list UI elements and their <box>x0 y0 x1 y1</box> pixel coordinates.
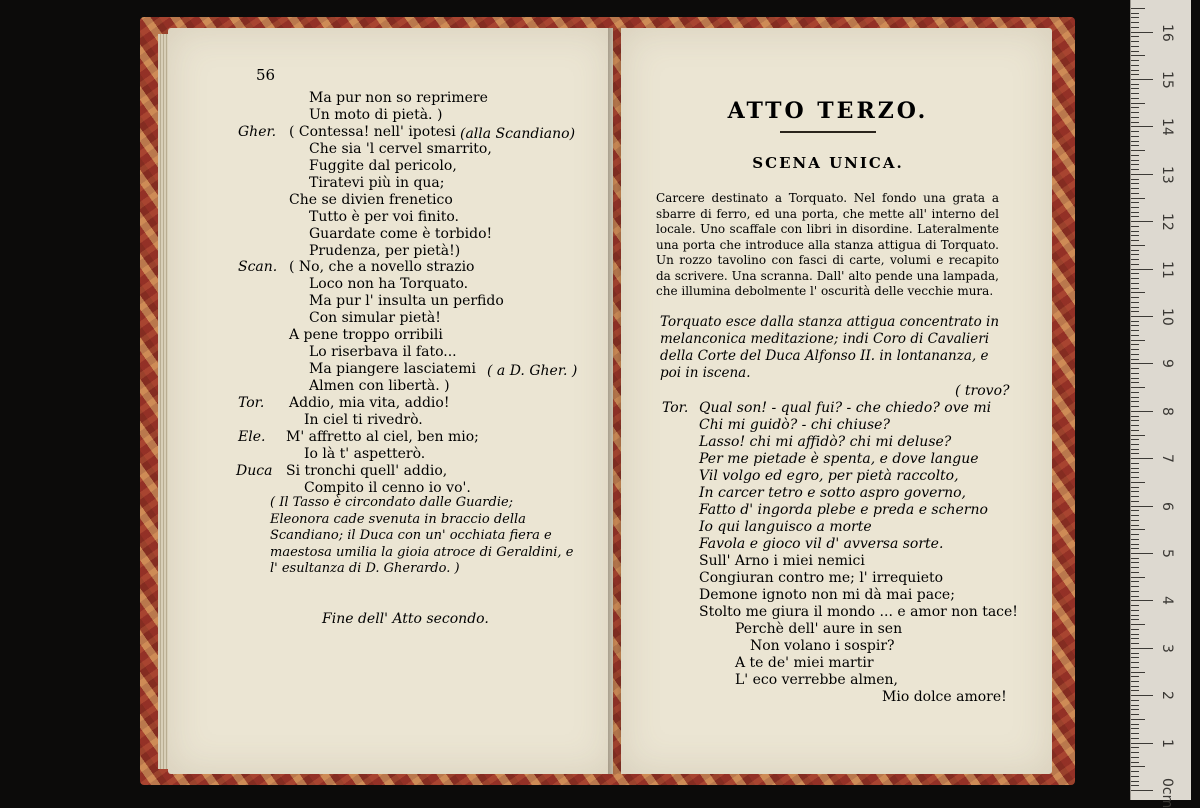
ruler-tick <box>1131 596 1139 597</box>
ruler-tick <box>1131 695 1153 696</box>
ruler-tick <box>1131 70 1139 71</box>
ruler-tick <box>1131 254 1139 255</box>
ruler-tick <box>1131 667 1139 668</box>
speaker-label: Scan. <box>238 259 278 275</box>
ruler-tick <box>1131 373 1139 374</box>
ruler-tick <box>1131 84 1139 85</box>
ruler-tick <box>1131 676 1139 677</box>
ruler-tick <box>1131 700 1139 701</box>
ruler-label: 1 <box>1159 738 1175 748</box>
ruler-tick <box>1131 581 1139 582</box>
ruler-label: 11 <box>1159 260 1175 279</box>
ruler-tick <box>1131 619 1139 620</box>
verse-line: Addio, mia vita, addio! <box>289 395 450 411</box>
verse-line: Lasso! chi mi affidò? chi mi deluse? <box>699 434 952 450</box>
verse-line: Loco non ha Torquato. <box>309 276 469 292</box>
ruler-tick <box>1131 577 1145 578</box>
entrance-direction: Torquato esce dalla stanza attigua concentrato in melanconica meditazione; indi Coro di Cavalieri della Corte del Duca Alfonso II. in lontananza, e poi in iscena. <box>660 314 1000 381</box>
ruler-label: 5 <box>1159 549 1175 558</box>
ruler-tick <box>1131 672 1145 673</box>
ruler-tick <box>1131 150 1145 151</box>
ruler-tick <box>1131 553 1153 554</box>
verse-line: Ma piangere lasciatemi <box>309 361 476 377</box>
ruler-tick <box>1131 738 1139 739</box>
ruler-tick <box>1131 164 1139 165</box>
ruler-tick <box>1131 22 1139 23</box>
act-ending: Fine dell' Atto secondo. <box>322 611 489 627</box>
verse-line: Lo riserbava il fato... <box>309 344 457 360</box>
ruler-tick <box>1131 420 1139 421</box>
ruler-tick <box>1131 98 1139 99</box>
ruler-tick <box>1131 216 1139 217</box>
ruler-tick <box>1131 36 1139 37</box>
speaker-label: Ele. <box>238 429 266 445</box>
ruler-tick <box>1131 605 1139 606</box>
ruler-tick <box>1131 387 1145 388</box>
ruler-label: 4 <box>1159 596 1175 606</box>
ruler-tick <box>1131 681 1139 682</box>
act-title: ATTO TERZO. <box>727 98 929 124</box>
ruler-tick <box>1131 240 1139 241</box>
verse-line: A pene troppo orribili <box>289 327 443 343</box>
ruler-tick <box>1131 193 1139 194</box>
ruler-tick <box>1131 705 1139 706</box>
ruler-tick <box>1131 378 1139 379</box>
verse-line: Con simular pietà! <box>309 310 441 326</box>
ruler-tick <box>1131 273 1139 274</box>
speaker-label: Tor. <box>238 395 265 411</box>
verse-line: Favola e gioco vil d' avversa sorte. <box>699 536 944 552</box>
ruler-tick <box>1131 65 1139 66</box>
verse-line: Che sia 'l cervel smarrito, <box>309 141 492 157</box>
verse-line: Ma pur non so reprimere <box>309 90 488 106</box>
ruler-tick <box>1131 235 1139 236</box>
scene-setting: Carcere destinato a Torquato. Nel fondo una grata a sbarre di ferro, ed una porta, che mette all' interno del locale. Uno scaffale con libri in disordine. Lateralmente una porta che introduce alla stanza attigua di Torquato. Un rozzo tavolino con fasci di carte, volumi e recapito da scrivere. Una scranna. Dall' alto pende una lampada, che illumina debolmente l' oscurità delle vecchie mura. <box>656 191 999 298</box>
ruler-tick <box>1131 430 1139 431</box>
ruler-tick <box>1131 425 1139 426</box>
ruler-tick <box>1131 363 1153 364</box>
ruler-tick <box>1131 41 1139 42</box>
song-line: L' eco verrebbe almen, <box>735 672 898 688</box>
verse-line: Guardate come è torbido! <box>309 226 493 242</box>
ruler-tick <box>1131 401 1139 402</box>
ruler-tick <box>1131 586 1139 587</box>
ruler-tick <box>1131 107 1139 108</box>
ruler-tick <box>1131 435 1145 436</box>
ruler-tick <box>1131 686 1139 687</box>
verse-line: Demone ignoto non mi dà mai pace; <box>699 587 955 603</box>
ruler-tick <box>1131 60 1139 61</box>
ruler-tick <box>1131 8 1145 9</box>
ruler-label: 16 <box>1159 23 1175 42</box>
ruler-tick <box>1131 444 1139 445</box>
closing-line: Mio dolce amore! <box>882 689 1007 705</box>
ruler-tick <box>1131 743 1153 744</box>
ruler-tick <box>1131 136 1139 137</box>
verse-line: M' affretto al ciel, ben mio; <box>286 429 479 445</box>
ruler-tick <box>1131 269 1153 270</box>
ruler-tick <box>1131 591 1139 592</box>
ruler-tick <box>1131 520 1139 521</box>
ruler-label: 7 <box>1159 454 1175 464</box>
ruler-tick <box>1131 359 1139 360</box>
ruler-tick <box>1131 781 1139 782</box>
ruler-tick <box>1131 771 1139 772</box>
ruler-tick <box>1131 472 1139 473</box>
ruler-tick <box>1131 325 1139 326</box>
ruler-label: 14 <box>1159 118 1175 137</box>
ruler-tick <box>1131 226 1139 227</box>
ruler-tick <box>1131 615 1139 616</box>
ruler-tick <box>1131 558 1139 559</box>
speaker-label: Gher. <box>238 124 277 140</box>
verse-line: Fuggite dal pericolo, <box>309 158 457 174</box>
verse-line: Qual son! - qual fui? - che chiedo? ove mi <box>699 400 992 416</box>
ruler-tick <box>1131 463 1139 464</box>
ruler-tick <box>1131 307 1139 308</box>
ruler-tick <box>1131 487 1139 488</box>
ruler-tick <box>1131 141 1139 142</box>
ruler-tick <box>1131 477 1139 478</box>
ruler-tick <box>1131 752 1139 753</box>
verse-line: ( Contessa! nell' ipotesi <box>289 124 456 140</box>
ruler-tick <box>1131 482 1145 483</box>
ruler-tick <box>1131 79 1153 80</box>
ruler-tick <box>1131 790 1153 791</box>
ruler-label: 6 <box>1159 501 1175 511</box>
ruler-tick <box>1131 515 1139 516</box>
ruler-tick <box>1131 74 1139 75</box>
verse-line: In ciel ti rivedrò. <box>304 412 423 428</box>
ruler-tick <box>1131 321 1139 322</box>
verse-line: Tiratevi più in qua; <box>309 175 445 191</box>
ruler-tick <box>1131 392 1139 393</box>
title-rule <box>780 131 876 133</box>
ruler-tick <box>1131 368 1139 369</box>
ruler-tick <box>1131 624 1145 625</box>
ruler-tick <box>1131 728 1139 729</box>
aside: (alla Scandiano) <box>460 126 576 142</box>
ruler-tick <box>1131 709 1139 710</box>
ruler-tick <box>1131 724 1139 725</box>
song-line: Perchè dell' aure in sen <box>735 621 903 637</box>
ruler-tick <box>1131 32 1153 33</box>
ruler-label: 9 <box>1159 359 1175 369</box>
ruler-tick <box>1131 600 1153 601</box>
ruler-tick <box>1131 714 1139 715</box>
ruler-label: 0cm <box>1159 778 1175 808</box>
ruler-label: 15 <box>1159 71 1175 89</box>
ruler-tick <box>1131 51 1139 52</box>
ruler-tick <box>1131 183 1139 184</box>
ruler-tick <box>1131 174 1153 175</box>
ruler-tick <box>1131 202 1139 203</box>
ruler-tick <box>1131 510 1139 511</box>
ruler-tick <box>1131 17 1139 18</box>
ruler-label: 3 <box>1159 643 1175 653</box>
ruler-tick <box>1131 453 1139 454</box>
ruler-tick <box>1131 458 1153 459</box>
ruler-label: 10 <box>1159 308 1175 326</box>
ruler-tick <box>1131 55 1145 56</box>
ruler-tick <box>1131 501 1139 502</box>
ruler-tick <box>1131 112 1139 113</box>
aside: ( trovo? <box>955 383 1010 399</box>
page-number: 56 <box>256 66 276 84</box>
ruler-tick <box>1131 292 1145 293</box>
ruler-tick <box>1131 131 1139 132</box>
verse-line: Compito il cenno io vo'. <box>304 480 471 496</box>
ruler-tick <box>1131 179 1139 180</box>
ruler-tick <box>1131 638 1139 639</box>
verse-line: Sull' Arno i miei nemici <box>699 553 865 569</box>
ruler-tick <box>1131 103 1145 104</box>
ruler-tick <box>1131 302 1139 303</box>
ruler-tick <box>1131 643 1139 644</box>
ruler-tick <box>1131 169 1139 170</box>
ruler-tick <box>1131 491 1139 492</box>
ruler-tick <box>1131 155 1139 156</box>
ruler-tick <box>1131 264 1139 265</box>
ruler-tick <box>1131 250 1139 251</box>
ruler-tick <box>1131 657 1139 658</box>
ruler-tick <box>1131 335 1139 336</box>
measurement-ruler <box>1130 0 1191 808</box>
ruler-tick <box>1131 544 1139 545</box>
ruler-tick <box>1131 316 1153 317</box>
verse-line: Prudenza, per pietà!) <box>309 243 461 259</box>
verse-line: Un moto di pietà. ) <box>309 107 443 123</box>
ruler-tick <box>1131 610 1139 611</box>
ruler-tick <box>1131 198 1145 199</box>
ruler-tick <box>1131 93 1139 94</box>
ruler-tick <box>1131 283 1139 284</box>
ruler-tick <box>1131 278 1139 279</box>
ruler-tick <box>1131 311 1139 312</box>
song-line: A te de' miei martir <box>735 655 874 671</box>
ruler-tick <box>1131 496 1139 497</box>
ruler-tick <box>1131 207 1139 208</box>
ruler-tick <box>1131 762 1139 763</box>
ruler-label: 8 <box>1159 406 1175 416</box>
ruler-tick <box>1131 648 1153 649</box>
ruler-tick <box>1131 733 1139 734</box>
ruler-tick <box>1131 297 1139 298</box>
ruler-label: 13 <box>1159 165 1175 184</box>
ruler-tick <box>1131 212 1139 213</box>
ruler-tick <box>1131 411 1153 412</box>
ruler-tick <box>1131 382 1139 383</box>
verse-line: Io là t' aspetterò. <box>304 446 426 462</box>
ruler-tick <box>1131 88 1139 89</box>
ruler-tick <box>1131 719 1145 720</box>
speaker-label: Tor. <box>662 400 689 416</box>
ruler-tick <box>1131 449 1139 450</box>
ruler-tick <box>1131 288 1139 289</box>
ruler-tick <box>1131 259 1139 260</box>
ruler-tick <box>1131 188 1139 189</box>
ruler-tick <box>1131 653 1139 654</box>
verse-line: Io qui languisco a morte <box>699 519 872 535</box>
ruler-tick <box>1131 634 1139 635</box>
ruler-tick <box>1131 747 1139 748</box>
ruler-tick <box>1131 160 1139 161</box>
ruler-tick <box>1131 397 1139 398</box>
ruler-tick <box>1131 349 1139 350</box>
ruler-tick <box>1131 406 1139 407</box>
ruler-tick <box>1131 126 1153 127</box>
ruler-tick <box>1131 122 1139 123</box>
ruler-tick <box>1131 539 1139 540</box>
verse-line: Congiuran contro me; l' irrequieto <box>699 570 944 586</box>
verse-line: Stolto me giura il mondo ... e amor non tace! <box>699 604 1018 620</box>
ruler-tick <box>1131 245 1145 246</box>
ruler-tick <box>1131 766 1145 767</box>
song-line: Non volano i sospir? <box>750 638 895 654</box>
aside: ( a D. Gher. ) <box>487 363 578 379</box>
ruler-tick <box>1131 439 1139 440</box>
ruler-tick <box>1131 330 1139 331</box>
ruler-tick <box>1131 344 1139 345</box>
ruler-tick <box>1131 468 1139 469</box>
ruler-tick <box>1131 221 1153 222</box>
verse-line: In carcer tetro e sotto aspro governo, <box>699 485 966 501</box>
ruler-label: 2 <box>1159 691 1175 701</box>
ruler-tick <box>1131 785 1139 786</box>
verse-line: Per me pietade è spenta, e dove langue <box>699 451 979 467</box>
ruler-tick <box>1131 529 1145 530</box>
ruler-tick <box>1131 534 1139 535</box>
verse-line: Tutto è per voi finito. <box>309 209 459 225</box>
ruler-tick <box>1131 46 1139 47</box>
ruler-tick <box>1131 567 1139 568</box>
stage-direction: ( Il Tasso è circondato dalle Guardie; Eleonora cade svenuta in braccio della Scandiano; il Duca con un' occhiata fiera e maestosa umilia la gioia atroce di Geraldini, e l' esultanza di D. Gherardo. ) <box>270 495 574 576</box>
verse-line: ( No, che a novello strazio <box>289 259 475 275</box>
verse-line: Chi mi guidò? - chi chiuse? <box>699 417 890 433</box>
ruler-tick <box>1131 416 1139 417</box>
ruler-tick <box>1131 562 1139 563</box>
verse-line: Vil volgo ed egro, per pietà raccolto, <box>699 468 959 484</box>
ruler-tick <box>1131 117 1139 118</box>
verse-line: Fatto d' ingorda plebe e preda e scherno <box>699 502 988 518</box>
ruler-tick <box>1131 340 1145 341</box>
speaker-label: Duca <box>236 463 273 479</box>
ruler-tick <box>1131 629 1139 630</box>
ruler-tick <box>1131 231 1139 232</box>
verse-line: Che se divien frenetico <box>289 192 453 208</box>
ruler-tick <box>1131 548 1139 549</box>
ruler-tick <box>1131 690 1139 691</box>
ruler-tick <box>1131 776 1139 777</box>
ruler-tick <box>1131 506 1153 507</box>
ruler-label: 12 <box>1159 213 1175 232</box>
ruler-tick <box>1131 525 1139 526</box>
ruler-tick <box>1131 662 1139 663</box>
ruler-tick <box>1131 757 1139 758</box>
scene-title: SCENA UNICA. <box>752 154 904 172</box>
ruler-tick <box>1131 27 1139 28</box>
verse-line: Si tronchi quell' addio, <box>286 463 448 479</box>
ruler-tick <box>1131 145 1139 146</box>
ruler-tick <box>1131 13 1139 14</box>
ruler-tick <box>1131 572 1139 573</box>
verse-line: Ma pur l' insulta un perfido <box>309 293 504 309</box>
verse-line: Almen con libertà. ) <box>309 378 450 394</box>
ruler-tick <box>1131 354 1139 355</box>
